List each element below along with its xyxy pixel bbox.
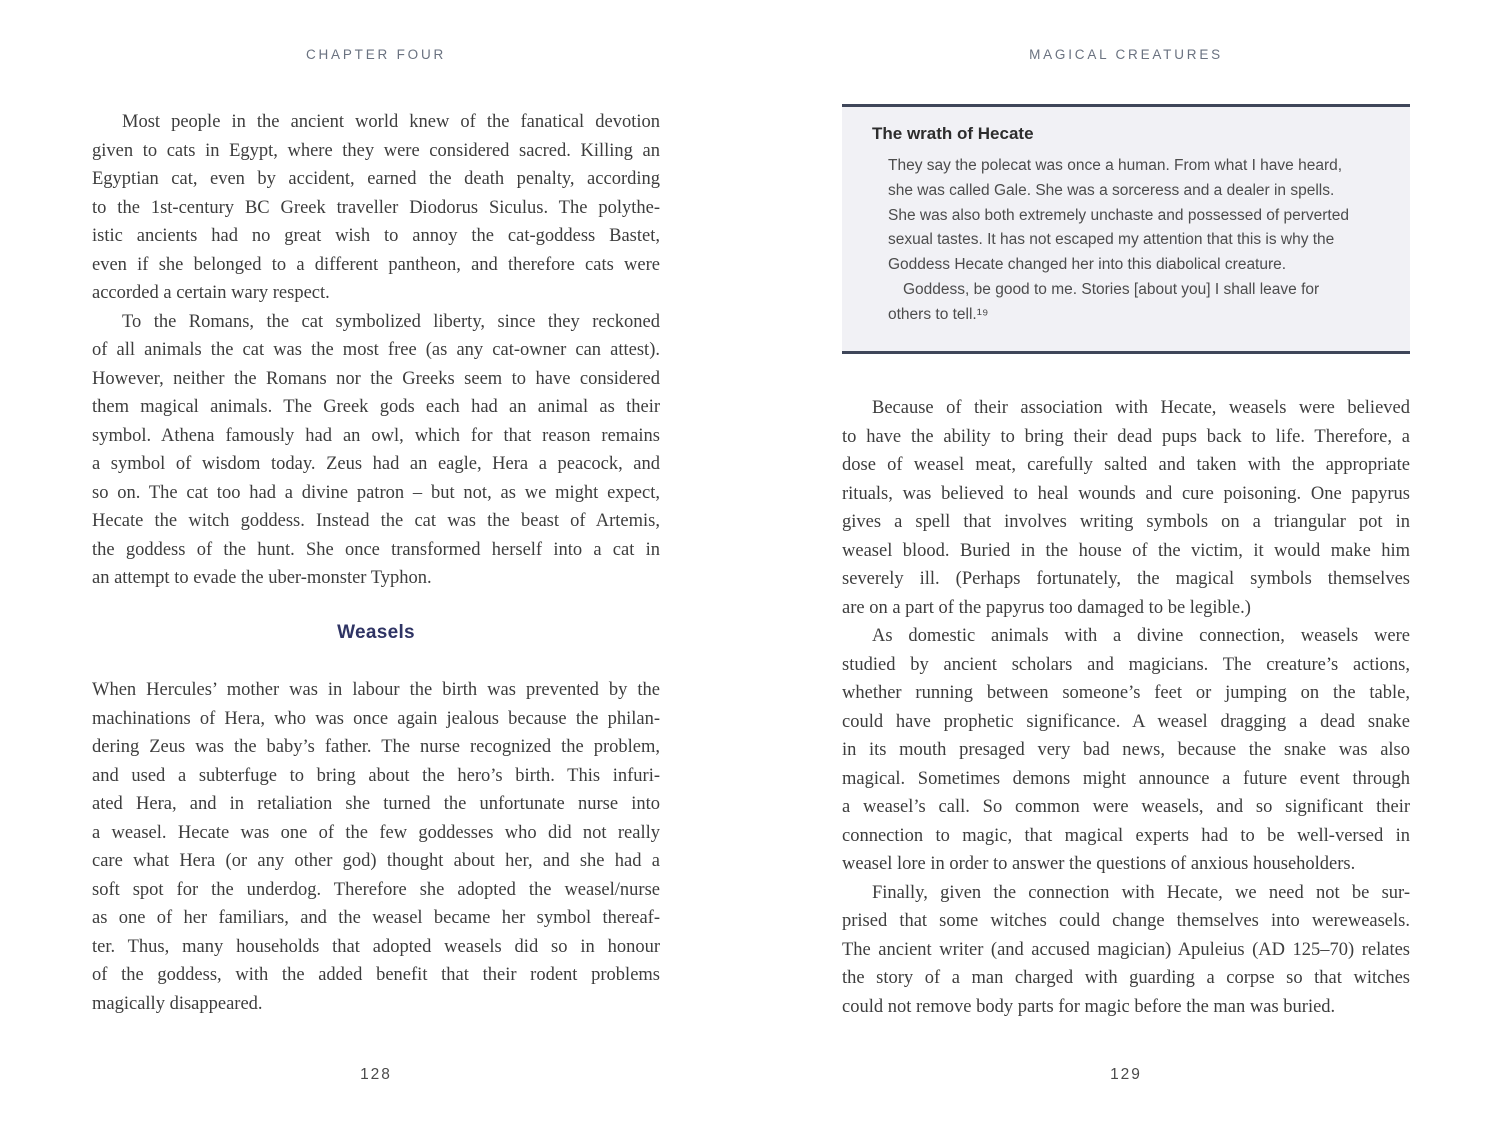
- text-line: a weasel. Hecate was one of the few goddesses who did not really: [92, 822, 660, 843]
- text-line: and used a subterfuge to bring about the hero’s birth. This infuri-: [92, 765, 660, 786]
- text-line: rituals, was believed to heal wounds and cure poisoning. One papyrus: [842, 483, 1410, 504]
- text-line: whether running between someone’s feet or jumping on the table,: [842, 683, 1410, 703]
- text-line: dose of weasel meat, carefully salted and taken with the appropriate: [842, 455, 1410, 475]
- text-line: could not remove body parts for magic before the man was buried.: [842, 996, 1336, 1017]
- text-line: them magical animals. The Greek gods each had an animal as their: [92, 397, 660, 417]
- text-line: ter. Thus, many households that adopted weasels did so in honour: [92, 936, 660, 957]
- text-line: the goddess of the hunt. She once transformed herself into a cat in: [92, 539, 660, 560]
- text-line: an attempt to evade the uber-monster Typhon.: [92, 568, 432, 588]
- text-line: weasel lore in order to answer the questions of anxious householders.: [842, 854, 1356, 874]
- text-line: to the 1st-century BC Greek traveller Diodorus Siculus. The polythe-: [92, 197, 660, 218]
- text-line: of the goddess, with the added benefit that their rodent problems: [92, 965, 660, 985]
- section-heading-weasels: Weasels: [337, 622, 415, 643]
- text-line: She was also both extremely unchaste and possessed of perverted: [888, 206, 1349, 224]
- text-line: severely ill. (Perhaps fortunately, the magical symbols themselves: [842, 569, 1410, 589]
- text-line: symbol. Athena famously had an owl, which for that reason remains: [92, 425, 660, 446]
- text-line: others to tell.¹⁹: [888, 305, 989, 323]
- callout-box-wrath-of-hecate: [842, 104, 1410, 354]
- text-line: prised that some witches could change themselves into wereweasels.: [842, 911, 1410, 931]
- running-head-book-title: MAGICAL CREATURES: [1029, 47, 1223, 62]
- text-line: gives a spell that involves writing symbols on a triangular pot in: [842, 512, 1410, 532]
- paragraph: [842, 622, 1410, 879]
- text-line: The ancient writer (and accused magician) Apuleius (AD 125–70) relates: [842, 939, 1410, 960]
- text-line: Finally, given the connection with Hecate, we need not be sur-: [872, 882, 1410, 903]
- text-line: the story of a man charged with guarding a corpse so that witches: [842, 968, 1410, 988]
- left-body-text-lower: [92, 676, 660, 1018]
- text-line: Because of their association with Hecate, weasels were believed: [872, 398, 1410, 418]
- text-line: machinations of Hera, who was once again jealous because the philan-: [92, 708, 660, 729]
- text-line: Hecate the witch goddess. Instead the cat was the beast of Artemis,: [92, 511, 660, 531]
- paragraph: [842, 879, 1410, 1022]
- text-line: a weasel’s call. So common were weasels, and so significant their: [842, 797, 1410, 817]
- text-line: They say the polecat was once a human. From what I have heard,: [888, 157, 1343, 174]
- text-line: given to cats in Egypt, where they were considered sacred. Killing an: [92, 140, 660, 161]
- text-line: accorded a certain wary respect.: [92, 283, 330, 303]
- text-line: in its mouth presaged very bad news, because the snake was also: [842, 740, 1410, 760]
- text-line: sexual tastes. It has not escaped my attention that this is why the: [888, 231, 1335, 249]
- text-line: Egyptian cat, even by accident, earned the death penalty, according: [92, 169, 660, 189]
- text-line: studied by ancient scholars and magicians. The creature’s actions,: [842, 654, 1410, 675]
- text-line: weasel blood. Buried in the house of the victim, it would make him: [842, 540, 1410, 561]
- text-line: ated Hera, and in retaliation she turned the unfortunate nurse into: [92, 794, 660, 814]
- paragraph: [92, 676, 660, 1018]
- text-line: care what Hera (or any other god) thought about her, and she had a: [92, 851, 660, 871]
- text-line: When Hercules’ mother was in labour the birth was prevented by the: [92, 680, 660, 700]
- text-line: magical. Sometimes demons might announce a future event through: [842, 768, 1410, 789]
- text-line: istic ancients had no great wish to annoy the cat-goddess Bastet,: [92, 226, 660, 246]
- running-head-chapter: CHAPTER FOUR: [305, 47, 447, 62]
- text-line: to have the ability to bring their dead pups back to life. Therefore, a: [842, 426, 1410, 447]
- text-line: soft spot for the underdog. Therefore she adopted the weasel/nurse: [92, 879, 660, 900]
- page-number-left: 128: [360, 1066, 392, 1083]
- callout-box-title: The wrath of Hecate: [872, 124, 1034, 143]
- text-line: magically disappeared.: [92, 993, 263, 1014]
- paragraph: [842, 394, 1410, 622]
- paragraph: [888, 154, 1386, 328]
- text-line: even if she belonged to a different pantheon, and therefore cats were: [92, 254, 660, 275]
- page-number-right: 129: [1110, 1066, 1142, 1083]
- paragraph: [92, 108, 660, 308]
- paragraph: [92, 308, 660, 593]
- callout-box-body: [872, 154, 1386, 328]
- text-line: a symbol of wisdom today. Zeus had an eagle, Hera a peacock, and: [92, 454, 660, 474]
- text-line: Goddess Hecate changed her into this diabolical creature.: [888, 256, 1287, 274]
- text-line: Most people in the ancient world knew of the fanatical devotion: [122, 112, 660, 132]
- text-line: could have prophetic significance. A weasel dragging a dead snake: [842, 711, 1410, 732]
- text-line: Goddess, be good to me. Stories [about you] I shall leave for: [903, 280, 1320, 298]
- right-body-text: [842, 394, 1410, 1021]
- text-line: of all animals the cat was the most free (as any cat-owner can attest).: [92, 340, 660, 360]
- text-line: connection to magic, that magical experts had to be well-versed in: [842, 825, 1410, 846]
- text-line: as one of her familiars, and the weasel became her symbol thereaf-: [92, 908, 660, 928]
- text-line: are on a part of the papyrus too damaged to be legible.): [842, 597, 1251, 618]
- text-line: dering Zeus was the baby’s father. The nurse recognized the problem,: [92, 737, 660, 757]
- text-line: she was called Gale. She was a sorceress and a dealer in spells.: [888, 181, 1335, 199]
- text-line: so on. The cat too had a divine patron – but not, as we might expect,: [92, 482, 660, 503]
- left-body-text-upper: [92, 108, 660, 593]
- text-line: As domestic animals with a divine connection, weasels were: [872, 626, 1410, 646]
- text-line: To the Romans, the cat symbolized liberty, since they reckoned: [122, 311, 660, 332]
- text-line: However, neither the Romans nor the Greeks seem to have considered: [92, 368, 660, 389]
